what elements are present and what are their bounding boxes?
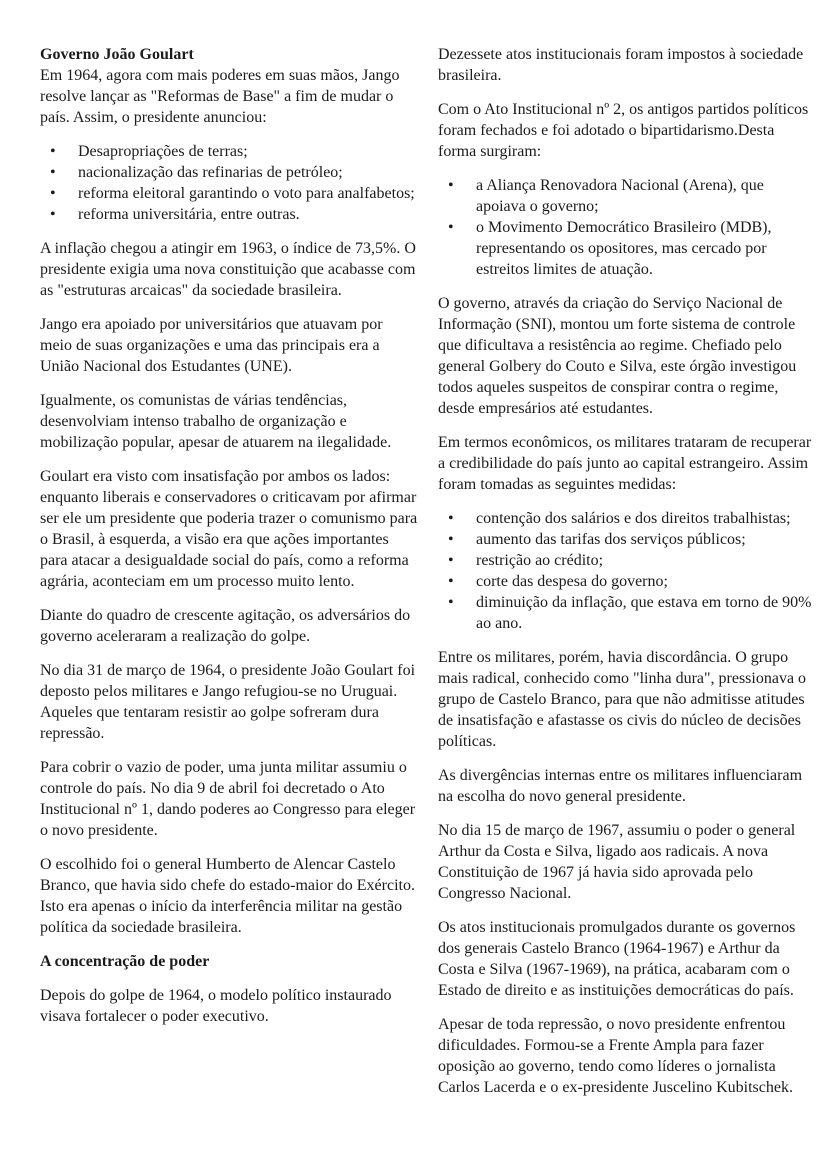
list-item: • corte das despesa do governo; <box>476 571 816 592</box>
list-item: • nacionalização das refinarias de petróleo; <box>78 162 418 183</box>
paragraph: Entre os militares, porém, havia discordância. O grupo mais radical, conhecido como "linha dura", pressionava o grupo de Castelo Branco, para que não admitisse atitudes de insatisfação e afastasse os civis do núcleo de decisões políticas. <box>438 649 807 750</box>
paragraph: Jango era apoiado por universitários que atuavam por meio de suas organizações e uma das principais era a União Nacional dos Estudantes (UNE). <box>40 316 383 375</box>
paragraph: Em termos econômicos, os militares trataram de recuperar a credibilidade do país junto ao capital estrangeiro. Assim foram tomadas as seguintes medidas: <box>438 434 812 493</box>
paragraph: Goulart era visto com insatisfação por ambos os lados: enquanto liberais e conservadores o criticavam por afirmar ser ele um presidente que poderia trazer o comunismo para o Brasil, à esquerda, a visão era que ações importantes para atacar a desigualdade social do país, como a reforma agrária, aconteciam em um processo muito lento. <box>40 468 418 590</box>
paragraph: Igualmente, os comunistas de várias tendências, desenvolviam intenso trabalho de organização e mobilização popular, apesar de atuarem na ilegalidade. <box>40 392 392 451</box>
paragraph: O escolhido foi o general Humberto de Alencar Castelo Branco, que havia sido chefe do estado-maior do Exército. Isto era apenas o início da interferência militar na gestão política da sociedade brasileira. <box>40 856 415 936</box>
list-item: • Desapropriações de terras; <box>78 141 418 162</box>
paragraph: Em 1964, agora com mais poderes em suas mãos, Jango resolve lançar as "Reformas de Base" a fim de mudar o país. Assim, o presidente anunciou: <box>40 67 400 126</box>
bullet-list <box>40 141 418 225</box>
list-item: • aumento das tarifas dos serviços públicos; <box>476 529 816 550</box>
paragraph: A inflação chegou a atingir em 1963, o índice de 73,5%. O presidente exigia uma nova constituição que acabasse com as "estruturas arcaicas" da sociedade brasileira. <box>40 240 416 299</box>
left-column <box>40 44 418 1111</box>
paragraph: Dezessete atos institucionais foram impostos à sociedade brasileira. <box>438 46 804 84</box>
bullet-list <box>438 175 816 280</box>
list-item: • reforma eleitoral garantindo o voto para analfabetos; <box>78 183 418 204</box>
paragraph: No dia 15 de março de 1967, assumiu o poder o general Arthur da Costa e Silva, ligado aos radicais. A nova Constituição de 1967 já havia sido aprovada pelo Congresso Nacional. <box>438 822 796 902</box>
section-heading: A concentração de poder <box>40 953 210 970</box>
paragraph: Os atos institucionais promulgados durante os governos dos generais Castelo Branco (1964-1967) e Arthur da Costa e Silva (1967-1969), na prática, acabaram com o Estado de direito e as instituições democráticas do país. <box>438 919 796 999</box>
list-item: • diminuição da inflação, que estava em torno de 90% ao ano. <box>476 592 816 634</box>
bullet-list <box>438 508 816 634</box>
paragraph: Depois do golpe de 1964, o modelo político instaurado visava fortalecer o poder executivo. <box>40 987 392 1025</box>
paragraph: O governo, através da criação do Serviço Nacional de Informação (SNI), montou um forte sistema de controle que dificultava a resistência ao regime. Chefiado pelo general Golbery do Couto e Silva, este órgão investigou todos aqueles suspeitos de conspirar contra o regime, desde empresários até estudantes. <box>438 295 797 417</box>
list-item: • o Movimento Democrático Brasileiro (MDB), representando os opositores, mas cercado por estreitos limites de atuação. <box>476 217 816 280</box>
list-item: • a Aliança Renovadora Nacional (Arena), que apoiava o governo; <box>476 175 816 217</box>
list-item: • reforma universitária, entre outras. <box>78 204 418 225</box>
section-heading: Governo João Goulart <box>40 46 194 63</box>
paragraph: Com o Ato Institucional nº 2, os antigos partidos políticos foram fechados e foi adotado o bipartidarismo.Desta forma surgiram: <box>438 101 809 160</box>
paragraph: Para cobrir o vazio de poder, uma junta militar assumiu o controle do país. No dia 9 de abril foi decretado o Ato Institucional nº 1, dando poderes ao Congresso para eleger o novo presidente. <box>40 759 416 839</box>
paragraph: Apesar de toda repressão, o novo presidente enfrentou dificuldades. Formou-se a Frente Ampla para fazer oposição ao governo, tendo como líderes o jornalista Carlos Lacerda e o ex-presidente Juscelino Kubitschek. <box>438 1016 793 1096</box>
paragraph: Diante do quadro de crescente agitação, os adversários do governo aceleraram a realização do golpe. <box>40 607 411 645</box>
paragraph: As divergências internas entre os militares influenciaram na escolha do novo general presidente. <box>438 767 803 805</box>
paragraph: No dia 31 de março de 1964, o presidente João Goulart foi deposto pelos militares e Jango refugiou-se no Uruguai. Aqueles que tentaram resistir ao golpe sofreram dura repressão. <box>40 662 416 742</box>
right-column <box>438 44 816 1111</box>
list-item: • contenção dos salários e dos direitos trabalhistas; <box>476 508 816 529</box>
list-item: • restrição ao crédito; <box>476 550 816 571</box>
